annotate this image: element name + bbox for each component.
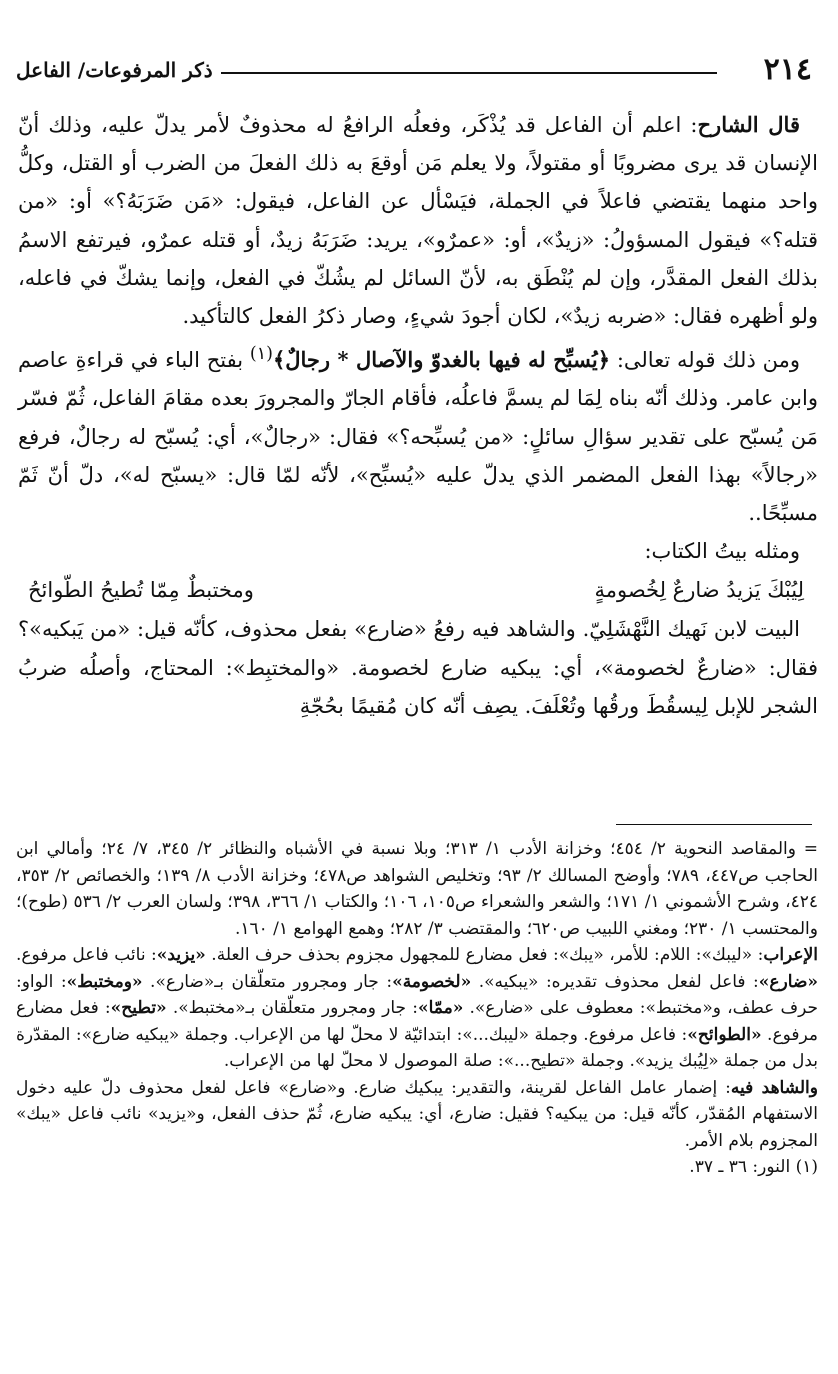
shahid-label: والشاهد فيه [730, 1077, 818, 1098]
irab-text: : جار ومجرور متعلّقان بـ«ضارع». [142, 971, 393, 992]
footnote-1 [16, 1154, 818, 1181]
irab-text: : الواو: حرف عطف، و«مختبط»: معطوف على «ضارع». [16, 971, 818, 1018]
quran-verse: ﴿يُسبِّح له فيها بالغدوّ والآصال * رجالٌ﴾ [272, 347, 611, 373]
paragraph-2-start: ومن ذلك قوله تعالى: [610, 348, 800, 373]
irab-term: «يزيد» [156, 945, 206, 965]
footnotes [16, 836, 818, 1181]
page-number: ٢١٤ [763, 52, 812, 87]
paragraph-4 [18, 610, 818, 725]
irab-label: الإعراب [763, 945, 818, 965]
irab-term: «ضارع» [758, 971, 818, 992]
footnote-1-text: النور: ٣٦ ـ ٣٧. [689, 1157, 796, 1177]
irab-term: «لخصومة» [392, 971, 472, 992]
header-rule [221, 72, 717, 74]
irab-text: : جار ومجرور متعلّقان بـ«مختبط». [166, 998, 418, 1018]
irab-text: : فعل مضارع مرفوع. [16, 998, 818, 1045]
paragraph-2 [18, 335, 818, 532]
footnote-1-marker: (١) [795, 1157, 818, 1177]
verse-second-hemistich: ومختبطٌ مِمّا تُطيحُ الطّوائحُ [28, 578, 254, 603]
main-text [18, 106, 818, 725]
paragraph-1 [18, 106, 818, 335]
sources-note [16, 836, 818, 942]
paragraph-2-text: بفتح الباء في قراءةِ عاصم وابن عامر. وذلك أنّه بناه لِمَا لم يسمَّ فاعلُه، فأقام الجارّ والمجرورَ بعده مقامَ الفاعل، ثُمّ فسّر مَن يُسبّح على تقدير سؤالِ سائلٍ: «من يُسبِّحه؟» فقال: «رجالٌ»، أي: يُسبّح له رجالٌ، فرفع «رجالاً» بهذا الفعل المضمر الذي يدلّ عليه «يُسبِّح»، لأنّه لمّا قال: «يسبّح له»، دلّ أنّ ثَمّ مسبِّحًا.. [18, 348, 818, 526]
paragraph-4-text: البيت لابن نَهيك النَّهْشَلِيّ. والشاهد فيه رفعُ «ضارع» بفعل محذوف، كأنّه قيل: «من يَبكيه»؟ فقال: «ضارعٌ لخصومة»، أي: يبكيه ضارع لخصومة. «والمختبِط»: المحتاج، وأصلُه ضربُ الشجر للإبل لِيسقُطَ ورقُها وتُعْلَفَ. يصِف أنّه كان مُقيمًا بحُجّةِ [18, 617, 818, 718]
running-title: ذكر المرفوعات/ الفاعل [16, 58, 213, 82]
footnote-separator [616, 824, 812, 825]
continuation-mark: = [803, 839, 818, 859]
paragraph-1-text: : اعلم أن الفاعل قد يُذْكَر، وفعلُه الرافعُ له محذوفٌ لأمر يدلّ عليه، وذلك أنّ الإنسان قد يرى مضروبًا أو مقتولاً، ولا يعلم مَن أوقعَ به ذلك الفعلَ من الضرب أو القتل، وكلُّ واحد منهما يقتضي فاعلاً في الجملة، فيَسْأل عن الفاعل، فيقول: «مَن ضَرَبَهُ؟» أو: «من قتله؟» فيقول المسؤولُ: «زيدٌ»، أو: «عمرٌو»، يريد: ضَرَبَهُ زيدٌ، أو قتله عمرٌو، فيرتفع الاسمُ بذلك الفعل المقدَّر، وإن لم يُنْطَق به، لأنّ السائل لم يشُكّ في الفعل، وإنما يشكّ في فاعله، ولو أظهره فقال: «ضربه زيدٌ»، لكان أجودَ شيءٍ، وصار ذكرُ الفعل كالتأكيد. [18, 113, 818, 329]
verse-first-hemistich: لِيُبْكَ يَزيدُ ضارعٌ لِخُصومةٍ [594, 578, 804, 603]
page-header [16, 50, 812, 90]
irab-note [16, 942, 818, 1075]
irab-text: : فاعل لفعل محذوف تقديره: «يبكيه». [471, 971, 759, 992]
poetry-verse [18, 570, 818, 610]
irab-term: «الطوائح» [687, 1024, 762, 1045]
irab-text: : فاعل مرفوع. وجملة «ليبك...»: ابتدائيّة لا محلّ لها من الإعراب. وجملة «يبكيه ضارع»: المقدّرة بدل من جملة «لِيُبك يزيد». وجملة «تطيح...»: صلة الموصول لا محلّ لها من الإعراب. [16, 1024, 818, 1071]
footnote-ref: (١) [249, 344, 273, 365]
irab-text: : نائب فاعل مرفوع. [16, 945, 157, 965]
paragraph-3-text: ومثله بيتُ الكتاب: [644, 539, 800, 564]
commentator-label: قال الشارح [697, 112, 800, 137]
shahid-note [16, 1075, 818, 1155]
irab-text: : «ليبك»: اللام: للأمر، «يبك»: فعل مضارع للمجهول مجزوم بحذف حرف العلة. [205, 945, 764, 965]
sources-text: والمقاصد النحوية ٢/ ٤٥٤؛ وخزانة الأدب ١/ ٣١٣؛ وبلا نسبة في الأشباه والنظائر ٢/ ٣٤٥، ٧/ ٢٤؛ وأمالي ابن الحاجب ص٤٤٧، ٧٨٩؛ وأوضح المسالك ٢/ ٩٣؛ وتخليص الشواهد ص٤٧٨؛ وخزانة الأدب ٨/ ١٣٩؛ والخصائص ٢/ ٣٥٣، ٤٢٤، وشرح الأشموني ١/ ١٧١؛ والشعر والشعراء ص١٠٥، ١٠٦؛ والكتاب ١/ ٣٦٦، ٣٩٨؛ ولسان العرب ٢/ ٥٣٦ (طوح)؛ والمحتسب ١/ ٢٣٠؛ ومغني اللبيب ص٦٢٠؛ والمقتضب ٣/ ٢٨٢؛ وهمع الهوامع ١/ ١٦٠. [16, 839, 819, 939]
shahid-text: : إضمار عامل الفاعل لقرينة، والتقدير: يبكيك ضارع. و«ضارع» فاعل لفعل محذوف دلّ عليه دخول الاستفهام المُقدّر، كأنّه قيل: من يبكيه؟ فقيل: ضارع، أي: يبكيه ضارع، ثُمّ حذف الفعل، و«يزيد» نائب فاعل «يبك» المجزوم بلام الأمر. [16, 1077, 818, 1151]
paragraph-3 [18, 532, 818, 570]
irab-term: «ومختبط» [66, 971, 143, 992]
irab-term: «تطيح» [110, 998, 167, 1018]
irab-term: «ممّا» [417, 998, 464, 1018]
